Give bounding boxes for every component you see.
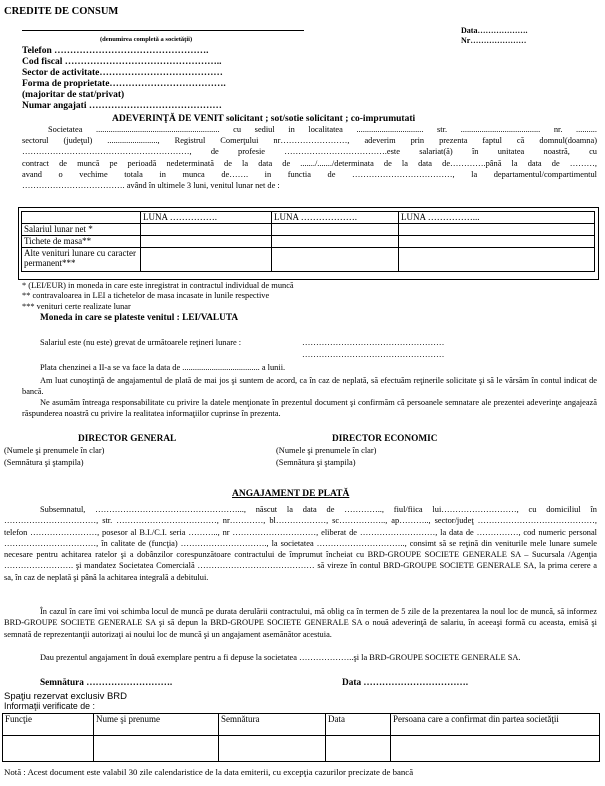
row-label: Salariul lunar net * xyxy=(22,224,141,236)
adeverinta-title: ADEVERINŢĂ DE VENIT solicitant ; sot/sotie solicitant ; co-imprumutati xyxy=(112,114,416,124)
company-name-line xyxy=(22,30,304,31)
adeverinta-body xyxy=(22,124,597,191)
table-cell[interactable] xyxy=(141,236,272,248)
table-header-cell xyxy=(22,212,141,224)
note: * (LEI/EUR) in moneda in care este inregistrat in contractul individual de muncă xyxy=(22,281,294,290)
table-cell[interactable] xyxy=(272,224,399,236)
retineri-dots: …………………………………………… xyxy=(302,338,445,347)
table-row xyxy=(22,236,595,248)
retineri-line: Salariul este (nu este) grevat de următoarele reţineri lunare : xyxy=(40,338,242,347)
acord-paragraph: Am luat cunoştinţă de angajamentul de plată de mai jos şi suntem de acord, ca în caz de neplată, să efectuăm reţinerile solicitate şi să le vărsăm în contul indicat de bancă. xyxy=(22,376,597,396)
cod-fiscal-field: Cod fiscal ………………………………………….. xyxy=(22,57,222,67)
table-cell[interactable] xyxy=(399,248,595,272)
table-cell[interactable] xyxy=(326,736,391,762)
nr-label: Nr………………… xyxy=(461,36,527,45)
company-caption: (denumirea completă a societăţii) xyxy=(100,36,193,43)
table-header-cell: Funcţie xyxy=(3,714,94,736)
table-cell[interactable] xyxy=(219,736,326,762)
director-economic-title: DIRECTOR ECONOMIC xyxy=(332,434,438,444)
footer-note: Notă : Acest document este valabil 30 zile calendaristice de la data emiterii, cu excepţia cazurilor precizate de bancă xyxy=(4,767,414,777)
data-label: Data………………. xyxy=(461,26,528,35)
responsabilitate-paragraph: Ne asumăm întreaga responsabilitate cu privire la datele menţionate în prezentul document şi confirmăm că persoanele semnatare ale prezentei adeverinţe angajează răspunderea noastră cu privire la realitatea informaţiilor cuprinse în prezenta. xyxy=(22,398,597,418)
table-header-cell: Persoana care a confirmat din partea societăţii xyxy=(391,714,600,736)
company-fields xyxy=(22,46,226,112)
data-line: Data ……………………………. xyxy=(342,678,469,688)
sector-field: Sector de activitate………………………………… xyxy=(22,68,223,78)
table-cell[interactable] xyxy=(141,248,272,272)
table-cell[interactable] xyxy=(399,236,595,248)
table-header-cell: LUNA ……………. xyxy=(141,212,272,224)
majoritar-field: (majoritar de stat/privat) xyxy=(22,90,125,100)
adeverinta-line: Societatea ........................................................... cu sediul in localitatea ................................ str. ...................................... nr. .......... xyxy=(48,125,597,134)
numar-angajati-field: Numar angajati …………………………………… xyxy=(22,101,222,111)
table-row xyxy=(22,248,595,272)
director-general-title: DIRECTOR GENERAL xyxy=(78,434,177,444)
angajament-paragraph-2: În cazul în care îmi voi schimba locul de muncă pe durata derulării contractului, mă oblig ca în termen de 5 zile de la prezentarea la noul loc de muncă, să informez BRD-GROUPE SOCIETE GENERALE SA şi să depun la BRD-GROUPE SOCIETE GENERALE SA o nouă adeverinţă de salariu, în aceeaşi formă cu aceasta, emisă şi semnată de reprezentanţii autorizaţi ai noului loc de muncă şi un angajament asemănător acestuia. xyxy=(4,607,597,639)
dg-stamp-line: (Semnătura şi ştampila) xyxy=(4,458,84,467)
table-cell[interactable] xyxy=(399,224,595,236)
income-table xyxy=(21,211,595,272)
table-row xyxy=(3,736,600,762)
table-header-cell: Data xyxy=(326,714,391,736)
telefon-field: Telefon …………………………………………. xyxy=(22,46,209,56)
document-title: CREDITE DE CONSUM xyxy=(4,6,119,17)
adeverinta-line: ……………………………………………………, de profesie ……………………………….este salariat(ă) în unitatea noastră, cu xyxy=(22,147,597,157)
plata-line: Plata chenzinei a II-a se va face la data de ..................................... a lunii. xyxy=(40,363,286,372)
table-header-cell: Semnătura xyxy=(219,714,326,736)
table-cell[interactable] xyxy=(94,736,219,762)
table-header-cell: Nume şi prenume xyxy=(94,714,219,736)
table-header-cell: LUNA ……………... xyxy=(399,212,595,224)
table-cell[interactable] xyxy=(141,224,272,236)
semnatura-line: Semnătura ………………………. xyxy=(40,678,173,688)
angajament-paragraph-1: Subsemnatul, ……………………………………………..., născut la data de ………….., fiul/fiica lui………………………, cu domiciliul în ……………………………, str. ………………………………, nr…………, bl………………, sc…………….., ap……….., sector/judeţ ……………………………………, telefon ……………………, posesor al B.I./C.I. seria ……….., nr …………………………, eliberat de ………………………, la data de ……………, cod numeric personal ……………………………, în calitate de (funcţia) …………………………., la societatea ………………………….., consimt să se reţină din veniturile mele lunare sumele necesare pentru achitarea ratelor şi a dobânzilor corespunzătoare contractului de împrumut încheiat cu BRD-GROUPE SOCIETE GENERALE SA – Sucursala /Agenţia ……………………. şi mandatez Societatea Comercială …………………………………… să vireze în contul BRD-GROUPE SOCIETE GENERALE SA, la prima cerere a sa, în caz de neplată şi până la achitarea integrală a debitului. xyxy=(4,505,597,582)
row-label: Tichete de masa** xyxy=(22,236,141,248)
table-cell[interactable] xyxy=(3,736,94,762)
note: *** venituri certe realizate lunar xyxy=(22,301,131,311)
row-label: Alte venituri lunare cu caracter permanent*** xyxy=(22,248,141,272)
brd-section-title: Spaţiu rezervat exclusiv BRD xyxy=(4,691,128,702)
angajament-title: ANGAJAMENT DE PLATĂ xyxy=(232,489,350,499)
adeverinta-line: ………………………………. având în ultimele 3 luni, venitul lunar net de : xyxy=(22,181,280,191)
brd-table xyxy=(2,713,600,762)
table-row xyxy=(22,224,595,236)
brd-section-subtitle: Informaţii verificate de : xyxy=(4,701,95,711)
adeverinta-line: contract de muncă pe perioadă nedeterminată de la data de ......./......./determinata de la data de………….până la data de ………, xyxy=(22,158,597,168)
table-cell[interactable] xyxy=(391,736,600,762)
angajament-paragraph-3: Dau prezentul angajament în două exemplare pentru a fi depuse la societatea ………………..şi la BRD-GROUPE SOCIETE GENERALE SA. xyxy=(40,653,521,662)
dg-name-line: (Numele şi prenumele în clar) xyxy=(4,446,105,455)
table-header-row xyxy=(22,212,595,224)
table-header-row xyxy=(3,714,600,736)
table-cell[interactable] xyxy=(272,248,399,272)
retineri-dots: …………………………………………… xyxy=(302,350,445,359)
table-cell[interactable] xyxy=(272,236,399,248)
currency-line: Moneda in care se plateste venitul : LEI/VALUTA xyxy=(40,313,239,323)
forma-proprietate-field: Forma de proprietate………………………………. xyxy=(22,79,226,89)
de-name-line: (Numele şi prenumele în clar) xyxy=(276,446,377,455)
note: ** contravaloarea in LEI a tichetelor de masa incasate in lunile respective xyxy=(22,291,270,301)
de-stamp-line: (Semnătura şi ştampila) xyxy=(276,458,356,467)
adeverinta-line: avand o vechime totala in munca de……. in functia de ………………………………, la departamentul/compartimentul xyxy=(22,169,597,179)
table-header-cell: LUNA ………………. xyxy=(272,212,399,224)
notes xyxy=(22,281,294,312)
adeverinta-line: sectorul (judeţul) ........................, Registrul Comerţului nr……………………, adeverim prin prezenta faptul că domnul(doamna) xyxy=(22,136,597,146)
